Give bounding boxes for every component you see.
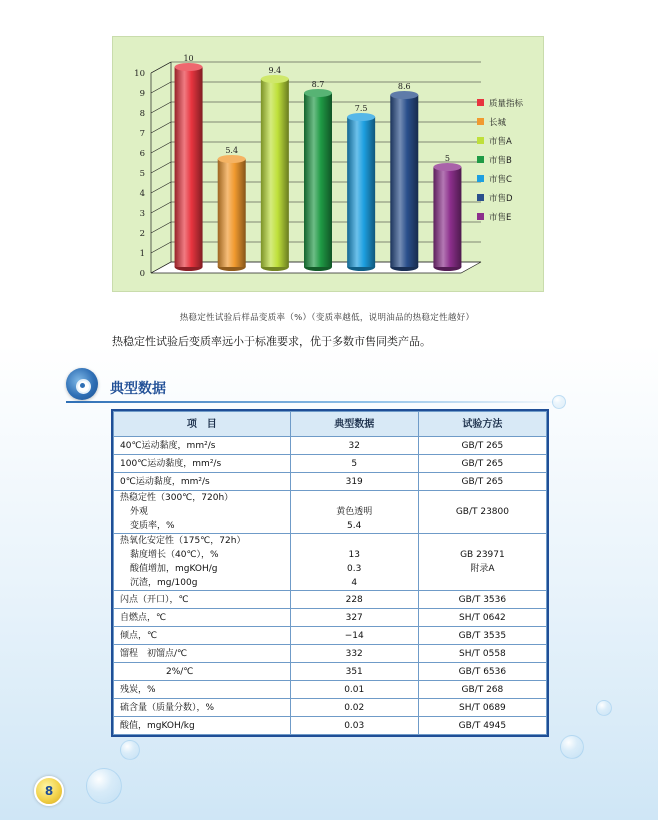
row-method <box>418 455 546 473</box>
bar-5 <box>390 95 418 267</box>
row-method <box>418 717 546 735</box>
row-method <box>418 437 546 455</box>
legend-swatch <box>477 213 484 220</box>
cell-line: 5 <box>351 458 358 469</box>
gridline-diagonal <box>151 202 171 213</box>
legend-label: 市售D <box>489 194 513 204</box>
cell-line: 5.4 <box>347 521 362 531</box>
table-header-row <box>114 412 547 437</box>
cell-line: GB/T 265 <box>461 440 504 451</box>
cell-line: GB/T 3535 <box>458 630 507 641</box>
bar-top <box>390 91 418 99</box>
y-tick-label: 10 <box>134 69 145 79</box>
y-tick-label: 0 <box>139 269 145 279</box>
decorative-bubble <box>86 768 122 804</box>
legend-swatch <box>477 99 484 106</box>
data-label: 9.4 <box>268 66 282 75</box>
chart-caption: 热稳定性试验后样品变质率（%）（变质率越低，说明油品的热稳定性越好） <box>179 313 475 323</box>
y-tick-label: 2 <box>139 229 145 239</box>
table-row <box>114 437 547 455</box>
row-item <box>114 591 291 609</box>
legend-label: 市售E <box>489 213 512 223</box>
row-value <box>290 645 418 663</box>
legend-swatch <box>477 156 484 163</box>
bar-top <box>175 63 203 71</box>
row-value <box>290 455 418 473</box>
row-method <box>418 627 546 645</box>
table-row <box>114 591 547 609</box>
table-row <box>114 534 547 591</box>
decorative-bubble <box>120 740 140 760</box>
header-item: 项 目 <box>114 412 291 437</box>
row-item <box>114 609 291 627</box>
table-row <box>114 491 547 534</box>
table-row <box>114 681 547 699</box>
legend-label: 长城 <box>489 118 507 128</box>
legend-label: 质量指标 <box>489 99 524 109</box>
gridline-diagonal <box>151 222 171 233</box>
row-item <box>114 717 291 735</box>
cell-line: GB/T 268 <box>461 684 504 695</box>
cell-line: 351 <box>345 666 363 677</box>
table-row <box>114 645 547 663</box>
row-item <box>114 627 291 645</box>
data-label: 8.7 <box>311 80 325 89</box>
page-number: 8 <box>34 776 64 806</box>
cell-line: 0℃运动黏度，mm²/s <box>120 476 210 487</box>
cell-line: GB 23971 <box>460 550 505 560</box>
cell-line: 4 <box>351 578 358 588</box>
summary-statement: 热稳定性试验后变质率远小于标准要求，优于多数市售同类产品。 <box>112 335 431 348</box>
row-item <box>114 663 291 681</box>
legend-label: 市售C <box>489 175 512 185</box>
legend-swatch <box>477 118 484 125</box>
row-value <box>290 663 418 681</box>
cell-line: 外观 <box>130 507 149 517</box>
bar-2 <box>261 79 289 267</box>
row-value <box>290 534 418 591</box>
cell-line: 酸值增加，mgKOH/g <box>130 564 218 574</box>
row-item <box>114 491 291 534</box>
row-item <box>114 699 291 717</box>
row-method <box>418 473 546 491</box>
legend-swatch <box>477 137 484 144</box>
row-method <box>418 534 546 591</box>
row-value <box>290 627 418 645</box>
row-item <box>114 534 291 591</box>
cell-line: SH/T 0689 <box>459 702 506 713</box>
y-tick-label: 6 <box>139 149 145 159</box>
legend-label: 市售B <box>489 156 512 166</box>
decorative-bubble <box>552 395 566 409</box>
cell-spacer <box>297 491 412 505</box>
decorative-bubble <box>560 735 584 759</box>
cell-line: −14 <box>344 630 364 641</box>
row-method <box>418 591 546 609</box>
y-tick-label: 9 <box>139 89 145 99</box>
y-tick-label: 1 <box>139 249 145 259</box>
table-row <box>114 627 547 645</box>
cell-line: 332 <box>345 648 363 659</box>
cell-line: 32 <box>348 440 360 451</box>
legend-swatch <box>477 194 484 201</box>
y-tick-label: 3 <box>139 209 145 219</box>
row-item <box>114 473 291 491</box>
bar-chart <box>113 37 543 291</box>
cell-line: 沉渣，mg/100g <box>130 578 198 588</box>
cell-line: 馏程 初馏点/℃ <box>120 648 188 659</box>
cell-line: 黄色透明 <box>336 507 373 517</box>
row-method <box>418 609 546 627</box>
cell-line: SH/T 0558 <box>459 648 506 659</box>
row-value <box>290 473 418 491</box>
cell-line: GB/T 3536 <box>458 594 507 605</box>
row-item <box>114 681 291 699</box>
y-tick-label: 7 <box>139 129 145 139</box>
y-tick-label: 5 <box>139 169 145 179</box>
row-item <box>114 455 291 473</box>
row-method <box>418 663 546 681</box>
table-row <box>114 473 547 491</box>
data-label: 5 <box>444 154 450 163</box>
section-divider <box>66 401 566 403</box>
y-tick-label: 8 <box>139 109 145 119</box>
droplet-badge-icon <box>66 368 98 400</box>
cell-line: 黏度增长（40℃），% <box>130 550 219 560</box>
cell-line: GB/T 6536 <box>458 666 507 677</box>
data-label: 5.4 <box>225 146 239 155</box>
cell-line: GB/T 23800 <box>455 507 509 517</box>
cell-line: 热氧化安定性（175℃，72h） <box>120 536 246 546</box>
gridline-diagonal <box>151 162 171 173</box>
badge-dot <box>80 383 85 388</box>
cell-line: 酸值，mgKOH/kg <box>120 720 195 731</box>
cell-line: 0.3 <box>347 564 362 574</box>
bar-top <box>433 163 461 171</box>
gridline-diagonal <box>151 62 171 73</box>
row-value <box>290 681 418 699</box>
cell-line: 硫含量（质量分数），% <box>120 702 215 713</box>
bar-top <box>218 155 246 163</box>
row-method <box>418 681 546 699</box>
row-item <box>114 437 291 455</box>
gridline-diagonal <box>151 242 171 253</box>
bar-top <box>261 75 289 83</box>
cell-line: GB/T 265 <box>461 458 504 469</box>
cell-spacer <box>297 534 412 548</box>
bar-1 <box>218 159 246 267</box>
typical-data-table <box>111 409 549 737</box>
cell-line: GB/T 265 <box>461 476 504 487</box>
table-row <box>114 609 547 627</box>
bar-top <box>304 89 332 97</box>
cell-line: 13 <box>348 550 360 560</box>
row-value <box>290 699 418 717</box>
table-row <box>114 717 547 735</box>
chart-panel <box>112 36 544 292</box>
row-value <box>290 609 418 627</box>
table-row <box>114 699 547 717</box>
row-item <box>114 645 291 663</box>
cell-line: 闪点（开口），℃ <box>120 594 189 605</box>
cell-line: GB/T 4945 <box>458 720 507 731</box>
gridline-diagonal <box>151 82 171 93</box>
row-method <box>418 491 546 534</box>
header-value: 典型数据 <box>290 412 418 437</box>
gridline-diagonal <box>151 102 171 113</box>
legend-label: 市售A <box>489 137 512 147</box>
gridline-diagonal <box>151 122 171 133</box>
cell-line: 倾点，℃ <box>120 630 158 641</box>
cell-line: 变质率，% <box>130 521 175 531</box>
cell-line: 0.03 <box>344 720 365 731</box>
cell-line: 228 <box>345 594 363 605</box>
cell-line: 0.01 <box>344 684 365 695</box>
cell-line: 327 <box>345 612 363 623</box>
section-title: 典型数据 <box>110 381 166 397</box>
cell-line: 2%/℃ <box>166 666 194 677</box>
row-value <box>290 491 418 534</box>
bar-4 <box>347 117 375 267</box>
data-label: 10 <box>183 54 194 63</box>
bar-6 <box>433 167 461 267</box>
y-tick-label: 4 <box>139 189 145 199</box>
cell-line: 附录A <box>470 564 495 574</box>
decorative-bubble <box>596 700 612 716</box>
legend-swatch <box>477 175 484 182</box>
bar-top <box>347 113 375 121</box>
cell-line: 0.02 <box>344 702 365 713</box>
cell-line: 热稳定性（300℃，720h） <box>120 493 234 503</box>
row-value <box>290 717 418 735</box>
cell-line: 100℃运动黏度，mm²/s <box>120 458 222 469</box>
cell-line: 319 <box>345 476 363 487</box>
row-value <box>290 437 418 455</box>
table-row <box>114 455 547 473</box>
cell-line: 自燃点，℃ <box>120 612 167 623</box>
row-method <box>418 699 546 717</box>
cell-line: 残炭，% <box>120 684 156 695</box>
cell-line: 40℃运动黏度，mm²/s <box>120 440 216 451</box>
table-row <box>114 663 547 681</box>
data-label: 8.6 <box>397 82 411 91</box>
gridline-diagonal <box>151 182 171 193</box>
cell-line: SH/T 0642 <box>459 612 506 623</box>
header-method: 试验方法 <box>418 412 546 437</box>
data-label: 7.5 <box>354 104 368 113</box>
row-value <box>290 591 418 609</box>
row-method <box>418 645 546 663</box>
gridline-diagonal <box>151 142 171 153</box>
bar-3 <box>304 93 332 267</box>
bar-0 <box>175 67 203 267</box>
